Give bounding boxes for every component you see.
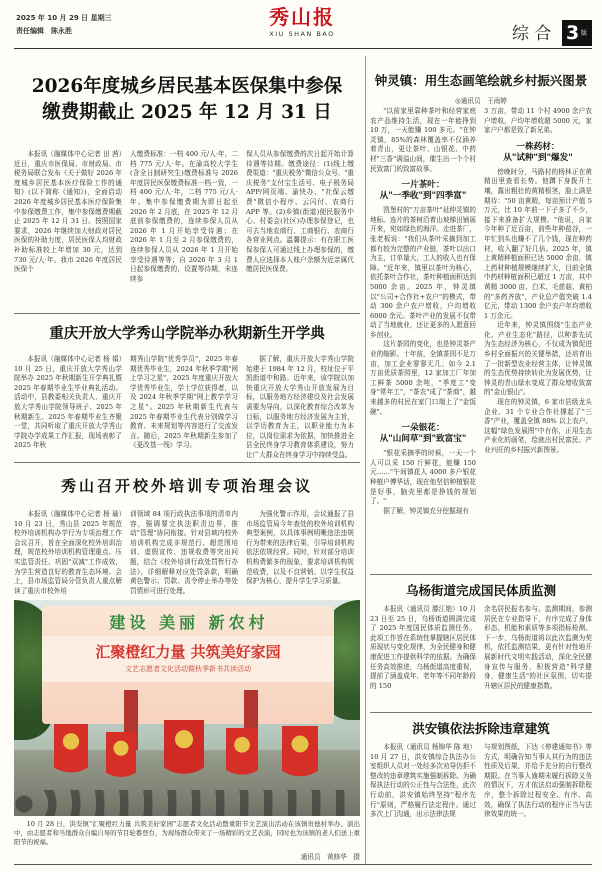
masthead [0,0,602,48]
issue-date: 2025 年 10 月 29 日 星期三 [16,14,112,22]
article-text: 本报讯（通讯员 滕江艳）10 月 23 日至 25 日，乌杨街道圆满完成了 2025 年度国民体质监测任务。此项工作旨在系统性掌握辖区居民体质现状与变化规律，为全民健身和健康促进工作提供科学的依据。为确保任务高效推进，乌杨街道高度重视，提前了涵盖成年、老年等不同年龄段的 150 [370,605,476,690]
subhead-flower-l1: 一朵银花： [401,423,445,434]
article-text: 傍晚时分，马路村的杨林正在黄精田里查看长势。他蹲下身拨开土壤，露出粗壮的黄精根茎，脸上满是期待："50 亩黄精，每亩预计产值 5 万元，比 10 年前一下子多了不少，接下来准备扩大规模。"他说，自家今年种了近百亩，前些年种苞谷，一年忙到头也赚不了几个钱，现在种药材，收入翻了好几倍。2025 年，镇上黄精种植面积已达 5000 余亩，镇上药材种植规模继续扩大，目前全镇中药材种植面积已超过 1 万亩，其中黄精 3000 亩、白术、毛慈菇、黄柏的"多药齐放"，产业总产值突破 1.4 亿元，带动 1300 余户农户年均增收 1 万余元。 [484,167,592,320]
article-univ-col3 [246,355,354,459]
headline-medical-insurance-l1: 2026年度城乡居民基本医保集中参保 [31,76,343,97]
article-text: 为强化警示作用，会议通报了县市场监管局今年查处的校外培训机构典型案例，以具体事例明晰违法违规行为带来的法律后果，引导培训机构依法依规经营。同时，针对部分培训机构费繁多的现象，要求培训机构规范收费，以及不良营销、以学生权益保护为核心，提升学生学习质量。 [246,510,354,586]
subhead-herb [484,142,592,164]
subhead-tea-l1: 一片茶叶： [401,180,445,191]
subhead-tea-l2: 从"一季收"到"四季富" [379,191,467,202]
demolition-col1 [370,743,476,855]
article-text: 余名居民报名参与。监测期间，参测居民在专业指导下，有序完成了身体形态、机能和素质等多项指标检测。下一步，乌杨街道将以此次监测为契机，依托监测结果，更有针对性地开展新时代文明实践活动，深化全民健身宣传与服务，积极营造"科学健身，健康生活"的社区氛围，切实提升辖区居民的健康指数。 [484,605,592,690]
article-text: 本报讯（融媒体中心记者 杨 瑜）10 月 23 日，秀山县 2025 年规范校外培训机构办学行为专项治理工作会议召开，旨在全面深化校外培训治理，规范校外培训机构管理重点、压实监管责任、巩固"双减"工作成效，为学生营造良好的教育生态环境。会上，县市场监管局分管负责人重点解读了重庆市校外培 [14,510,122,595]
article-medical-col1 [14,150,122,306]
banner-sub-line: 文艺志愿者文化活动暨秋季新书共读活动 [125,665,251,673]
article-text: 近年来，钟灵镇围绕"生态产业化、产业生态化"路径，以种茶先试为生态经济为核心，不仅成为镇促进乡村全面振兴的关键举措，还培育出了一批新型农业经营主体，让钟灵镇的生态优势持续转化为发展优势，让钟灵的青山绿水变成了群众增收致富的"金山银山"。 [484,321,592,397]
article-text: 人缴费标准：一档 400 元/人·年，二档 775 元/人·年。在渝高校大学生(含全日制研究生)缴费标准与 2026 年度居民医保缴费标准一档一致，一档 400 元/人·年，二档 775 元/人·年。集中参保缴费期为即日起至 2026 年 2 月底，在 2025 年 12 月底前参保缴费的，连续参保人员从 2026 年 1 月开始享受待遇；在 2026 年 1 月至 2 月参保缴费的，连续参保人员从 2026 年 1 月开始享受待遇等等；自 2026 年 3 月 1 日起参保缴费的，设置等待期，未连续参 [130,150,238,283]
photo-caption [14,820,360,850]
section-name: 综 合 [512,24,552,44]
banner-top-line: 建设 美丽 新农村 [109,613,269,632]
subhead-flower-l2: 从"山间草"到"致富宝" [379,434,467,445]
headline-demolition: 洪安镇依法拆除违章建筑 [412,721,550,736]
article-text: 现在的钟灵镇，6 家市县级龙头企业、31 个专业合作社撑起了"三香"产业，覆盖全镇 80% 以上农户。这幅"绿色发展图"中有你，正用生态产业化的画笔，绘就出村民富民、产业兴旺的乡村振兴新图景。 [484,398,592,454]
zhongling-col-right [484,107,592,469]
article-training-col3 [246,510,354,596]
bottom-rule [14,864,592,865]
caption-text: 10 月 28 日，洪安镇"汇聚橙红力量 共筑美好家园"志愿者文化活动暨重阳节文艺演出活动在该镇贵德村举办。演出中，由志愿者和当地群众自编自导的节目轮番登台，为现场群众带来了一场精彩的文艺表演，同时也为该镇的老人们送上重阳节的祝福。 [14,820,360,847]
logo-text: 秀山报 [269,5,335,29]
zhongling-col-left [370,107,476,515]
divider [14,313,360,314]
article-medical-col3 [246,150,354,306]
article-text: 保人员从参保缴费的次日起开始计算待遇等待期。缴费途径：(1)线上缴费渠道："重庆税务"微信公众号、"重庆税务"支付宝生活号、电子税务局 APP/网页端、渝快办、"社保云缴费"微信小程序、云闪付、农商行 APP 等。(2)乡镇(街道)便民服务中心、村委会(社区)办理参保登记，也可去当地农商行、工商银行、农商行各营业网点。温馨提示：有在职工医保参保人可通过线上办理参保的，缴费人应选择本人账户余额为近亲属代缴居民医保费。 [246,150,355,274]
demolition-col2 [484,743,592,855]
article-text: 期秀山学院"优秀学员"，2025 年春期优秀毕业生，2024 年秋季学期"网上学习之星"，2025 年度重庆开放大学优秀毕业生，学士学位获得者，以及 2024 年秋季学期"网上教学学习之星"。2025 年秋期新生代表与 2025 年春期毕业生代表分别做学习教育、未来规划等内容进行了交流发言。随后，2025 年秋期新生参加了《更改基一残》学习。 [130,355,238,450]
article-medical-col2 [130,150,238,306]
divider [14,462,360,463]
article-training-col2 [130,510,238,596]
editor-credit: 责任编辑 陈永胜 [16,27,72,35]
photo-credit: 通讯员 黄修华 摄 [300,853,360,861]
subhead-herb-l2: 从"试种"到"爆发" [503,152,573,163]
article-text: "银花采摘季的时候，一天一个人可以采 150 斤鲜花，能赚 150 元……"午间镇花人 4000 多户银花种植户傅华话，现在他坚信种植银花是好事，脑壳里都是挣钱的规划了。" [370,449,476,506]
subhead-silverflower [370,423,476,445]
article-text: 训领域 84 项行政执法事项的清单内容，强调要完执法职责边界，推动"管理"协同衔接。针对县域内校外培训机构完成非规范行、超范围培训、虚假宣传、违规收费等突出问题，结合《校外培训行政处罚暂行办法》，详细解释对应处罚条款，明确黄色警示、罚款、责令停止举办等处罚情形可进行处理。 [130,510,238,595]
article-univ-col2 [130,355,238,455]
divider [370,574,592,575]
banner-main-line: 汇聚橙红力量 共筑美好家园 [95,643,281,661]
article-text: 与规划图纸，下达《停建通知书》等方式，明确告知当事人其行为的违法性质及后果，并给予充分的自行整改期限。在当事人逾期未履行拆除义务的情况下，方才依法启动强制拆除程序，整个拆除过程安全、有序、高效，确保了执法行动的程序正当与法律效果的统一。 [484,743,592,819]
headline-medical-insurance-l2: 缴费期截止 2025 年 12 月 31 日 [42,102,332,123]
subhead-herb-l1: 一株药材： [516,141,560,152]
fitness-col2 [484,605,592,713]
article-text: 据了解，钟灵镇充分挖掘现有 [383,506,469,515]
masthead-rule [14,48,592,49]
logo-pinyin: XIU SHAN BAO [269,30,335,38]
article-training-col1 [14,510,122,596]
subhead-tea [370,180,476,202]
article-text: 据了解，重庆开放大学秀山学院始建于 1984 年 12 月，校址位于平凯街道中和路。近年来，该学院以加快重庆开放大学秀山开放发展为目标，以服务地方经济建设及社会发展需要为导向，以深化教育综合改革为目标，以服务地方经济发展为主旨，以学历教育为主，以职业能力为本位，以岗位需求为依据，加快推进全县全民终身学习教育体系建设，努力让广大群众在终身学习中持续受益。 [246,355,354,459]
page-number: 3 [566,22,580,44]
page-badge [562,20,592,46]
article-text: 3 万亩，带动 11 个村 4900 余户农户增收，户均年增收超 5000 元，家家户户都是致了新兄弟。 [484,107,592,135]
article-text: 本报讯（通讯员 杨锦华 陈 地）10 月 27 日，洪安镇综合执法办公室组织人员对一处经多次劝导仍拒不整改的违章建筑实施强制拆除。为确保执法行动的公正性与合法性，此次行动前，洪安镇始终坚持"程序先行"原则，严格履行法定程序。通过多次上门沟通，出示法律法规 [370,743,476,819]
article-text: 本报讯（融媒体中心记者 田 茜）近日，重庆市医保局、市财政局、市税务局联合发布《关于做好 2026 年度城乡居民基本医疗保险工作的通知》(以下简称《通知》)，全面启动 2026 年度城乡居民基本医疗保险集中参保缴费工作，集中参保缴费期截止 2025 年 12 月 31 日。按照国家要求，2026 年继续加大财政对居民医保的补助力度，居民医保人均财政补助标准较上年增加 30 元，达到 730 元/人·年。我市 2026 年度居民医保个 [14,150,122,274]
article-text: 凯堡村的"万亩茶叶"延伸灵镇的地标。连片的茶树沿着山坡梯田铺展开来，宛如绿色的海洋。走进茶厂，张老板说："我们从茶叶采摘到加工都有较为完整的产业链，茶叶以出口为主，订单量大，工人的收入也有保障。"近年来，镇里以茶叶为核心，依托茶叶合作社，茶叶种植面积达到 5000 余亩。2025 年，钟灵镇以"公司+合作社+农户"的模式，带动 300 余户农户增收，户均增收 6000 余元。茶叶产业的发展不仅带动了当地就业，还让更多的人愿意回乡创业。 [370,206,476,339]
headline-training-governance: 秀山召开校外培训专项治理会议 [60,477,313,495]
headline-fitness-monitoring: 乌杨街道完成国民体质监测 [405,583,556,598]
article-univ-col1 [14,355,122,455]
article-text: 本报讯（融媒体中心记者 杨 娟）10 月 25 日，重庆开放大学秀山学院举办 2025 年秋期新生开学典礼暨 2025 年春期毕业生毕业典礼活动。活动中，县教委相关负责人、重庆开放大学秀山学院领导班子、2025 年秋期新生、2025 年春期毕业生齐聚一堂，共同听取了重庆开放大学秀山学院办学成果工作汇报，现场表彰了 2025 年秋 [14,355,122,450]
news-photo [14,600,360,816]
column-separator [365,56,366,864]
article-text: 这片茶园的变化，也是钟灵茶产业的缩影。十年前，全镇茶园不足万亩，加工企业寥寥无几；如今 2.1 万亩优质茶园里，12 家加工厂年加工鲜茶 5000 余吨，"季度工"变身"常年工"，"茶农"成了"茶商"，越来越多的村民在家门口端上了"金饭碗"。 [370,340,476,416]
headline-zhongling: 钟灵镇：用生态画笔绘就乡村振兴图景 [374,73,588,88]
page-unit: 版 [581,30,588,37]
headline-open-university: 重庆开放大学秀山学院举办秋期新生开学典 [49,325,325,342]
masthead-logo [262,4,342,38]
fitness-col1 [370,605,476,713]
byline-zhongling: ◎通讯员 王雨婷 [455,97,507,105]
article-text: "以前家里靠种茶叶和经营家庭农产品维持生活，现在一年能挣到 10 万，一天能赚 100 多元。"在钟灵镇，85%的森林覆盖率不仅涵养着青山，更让茶叶、山银花、中药材"三香"满溢山间，催生出一个个村民致富门的致富故事。 [370,107,476,173]
divider [370,712,592,713]
